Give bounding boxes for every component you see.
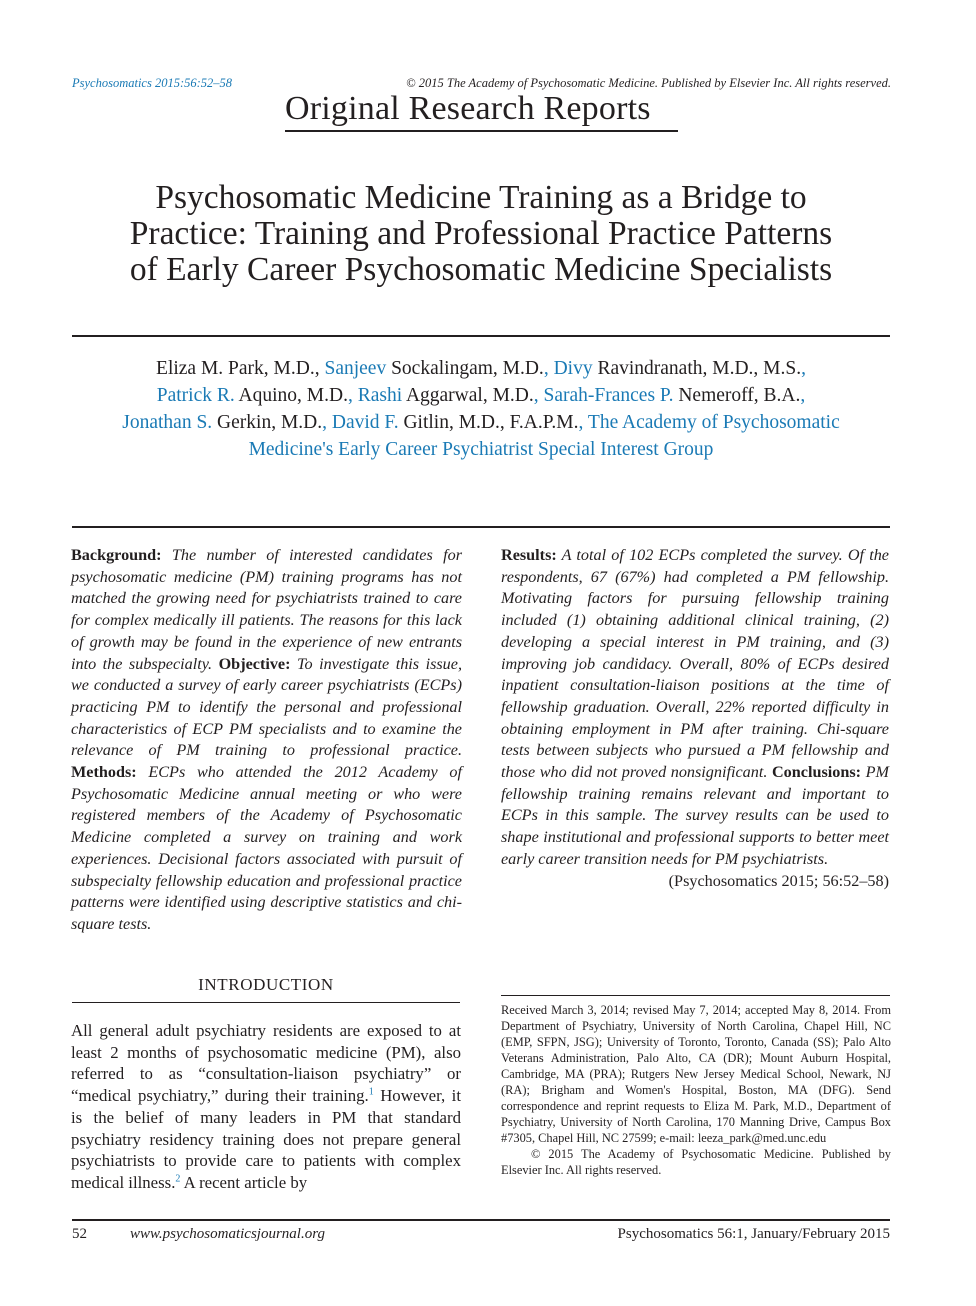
footer-rule xyxy=(72,1219,890,1221)
author-separator: , xyxy=(533,385,544,406)
group-link-line2[interactable]: Medicine's Early Career Psychiatrist Special Interest Group xyxy=(248,439,714,460)
article-title xyxy=(72,180,890,288)
author-link-gitlin[interactable]: David F. xyxy=(331,412,399,433)
background-text: The number of interested candidates for psychosomatic medicine (PM) training programs has not matched the growing need for psychiatrists trained to care for complex medically ill patients. The reasons for this lack of growth may be found in the experience of new entrants into the subspecialty. xyxy=(71,546,462,673)
title-line: of Early Career Psychosomatic Medicine Specialists xyxy=(129,251,833,288)
methods-label: Methods: xyxy=(71,763,137,782)
title-line: Practice: Training and Professional Practice Patterns xyxy=(129,215,833,252)
section-heading: Original Research Reports xyxy=(285,90,651,127)
intro-paragraph-part: However, it is the belief of many leaders in PM that standard psychiatry residency training does not prepare general psychiatrists to provide care to patients with complex medical illness. xyxy=(71,1086,461,1192)
author-list xyxy=(66,355,896,463)
group-link-line1[interactable]: The Academy of Psychosomatic xyxy=(587,412,840,433)
results-text: A total of 102 ECPs completed the survey. Of the respondents, 67 (67%) had completed a PM fellowship. Motivating factors for pursuing fellowship training included (1) obtaining additional clinical training, (2) developing a special interest in PM training, and (3) improving job candidacy. Overall, 80% of ECPs desired inpatient consultation-liaison positions at the time of fellowship graduation. Overall, 22% reported difficulty in obtaining employment in PM after training. Chi-square tests between subjects who pursued a PM fellowship and those who did not proved nonsignificant. xyxy=(501,546,889,782)
results-label: Results: xyxy=(501,546,557,564)
author-link-ravindranath[interactable]: Divy xyxy=(553,358,593,379)
author-link-sockalingam[interactable]: Sanjeev xyxy=(324,358,387,379)
author-separator: , xyxy=(801,358,806,379)
author-ravindranath: Ravindranath, M.D., M.S. xyxy=(592,358,802,379)
conclusions-label: Conclusions: xyxy=(771,763,862,782)
title-divider xyxy=(72,335,890,337)
authors-divider xyxy=(72,526,890,528)
author-link-aquino[interactable]: Patrick R. xyxy=(156,385,235,406)
section-underline xyxy=(285,130,678,132)
article-notes xyxy=(501,1002,891,1178)
abstract-left-column xyxy=(71,545,462,936)
objective-text: To investigate this issue, we conducted a survey of early career psychiatrists (ECPs) practicing PM to identify the personal and professional characteristics of ECP PM specialists and to examine the relevance of PM training to professional practice. xyxy=(71,654,462,760)
notes-copyright: © 2015 The Academy of Psychosomatic Medicine. Published by Elsevier Inc. All rights reserved. xyxy=(501,1147,891,1177)
introduction-heading: INTRODUCTION xyxy=(198,975,334,994)
journal-url[interactable]: www.psychosomaticsjournal.org xyxy=(130,1226,326,1242)
conclusions-text: PM fellowship training remains relevant and important to ECPs in this sample. The survey results can be used to shape institutional and professional supports to better meet early career transition needs for PM psychiatrists. xyxy=(501,763,889,868)
header-copyright: © 2015 The Academy of Psychosomatic Medicine. Published by Elsevier Inc. All rights reserved. xyxy=(406,76,891,90)
intro-paragraph-part: A recent article by xyxy=(180,1172,308,1192)
author-park: Eliza M. Park, M.D., xyxy=(156,358,325,379)
title-line: Psychosomatic Medicine Training as a Bridge to xyxy=(155,179,807,216)
author-aggarwal: Aggarwal, M.D. xyxy=(402,385,534,406)
intro-paragraph-part: All general adult psychiatry residents are exposed to at least 2 months of psychosomatic medicine (PM), also referred to as “consultation-liaison psychiatry” or “medical psychiatry,” during their training. xyxy=(71,1021,461,1106)
author-aquino: Aquino, M.D. xyxy=(234,385,348,406)
objective-label: Objective: xyxy=(218,654,291,673)
author-sockalingam: Sockalingam, M.D. xyxy=(386,358,544,379)
reference-link[interactable]: 2 xyxy=(175,1173,181,1185)
author-separator: , xyxy=(347,385,358,406)
notes-rule xyxy=(501,995,890,996)
reference-link[interactable]: 1 xyxy=(368,1086,374,1098)
journal-reference[interactable]: Psychosomatics 2015:56:52–58 xyxy=(72,76,233,90)
received-note: Received March 3, 2014; revised May 7, 2014; accepted May 8, 2014. From Department of Psychiatry, University of North Carolina, Chapel Hill, NC (EMP, SFPN, JSG); University of Toronto, Toronto, Canada (SS); Palo Alto Veterans Administration, Palo Alto, CA (DR); Mount Auburn Hospital, Cambridge, MA (PRA); Rutgers New Jersey Medical School, Newark, NJ (RA); Brigham and Women's Hospital, Boston, MA (DFG). Send correspondence and reprint requests to Eliza M. Park, M.D., Department of Psychiatry, University of North Carolina, 170 Manning Drive, Campus Box #7305, Chapel Hill, NC 27599; e-mail: leeza_park@med.unc.edu xyxy=(501,1003,891,1145)
journal-issue: Psychosomatics 56:1, January/February 2015 xyxy=(617,1226,890,1242)
author-separator: , xyxy=(578,412,588,433)
author-link-nemeroff[interactable]: Sarah-Frances P. xyxy=(543,385,674,406)
author-link-aggarwal[interactable]: Rashi xyxy=(357,385,403,406)
introduction-text xyxy=(71,1020,461,1194)
page-number: 52 xyxy=(72,1226,87,1242)
introduction-rule xyxy=(72,1002,460,1003)
author-nemeroff: Nemeroff, B.A. xyxy=(673,385,801,406)
author-separator: , xyxy=(543,358,554,379)
background-label: Background: xyxy=(71,546,162,564)
abstract-right-column xyxy=(501,545,889,892)
author-gerkin: Gerkin, M.D. xyxy=(212,412,323,433)
abstract-citation: (Psychosomatics 2015; 56:52–58) xyxy=(668,871,889,890)
methods-text: ECPs who attended the 2012 Academy of Psychosomatic Medicine annual meeting or who were registered members of the Academy of Psychosomatic Medicine completed a survey on training and work experiences. Decisional factors associated with pursuit of subspecialty fellowship education and professional practice patterns were identified using descriptive statistics and chi-square tests. xyxy=(71,763,462,933)
author-link-gerkin[interactable]: Jonathan S. xyxy=(122,412,213,433)
author-gitlin: Gitlin, M.D., F.A.P.M. xyxy=(398,412,579,433)
author-separator: , xyxy=(322,412,332,433)
author-separator: , xyxy=(800,385,806,406)
